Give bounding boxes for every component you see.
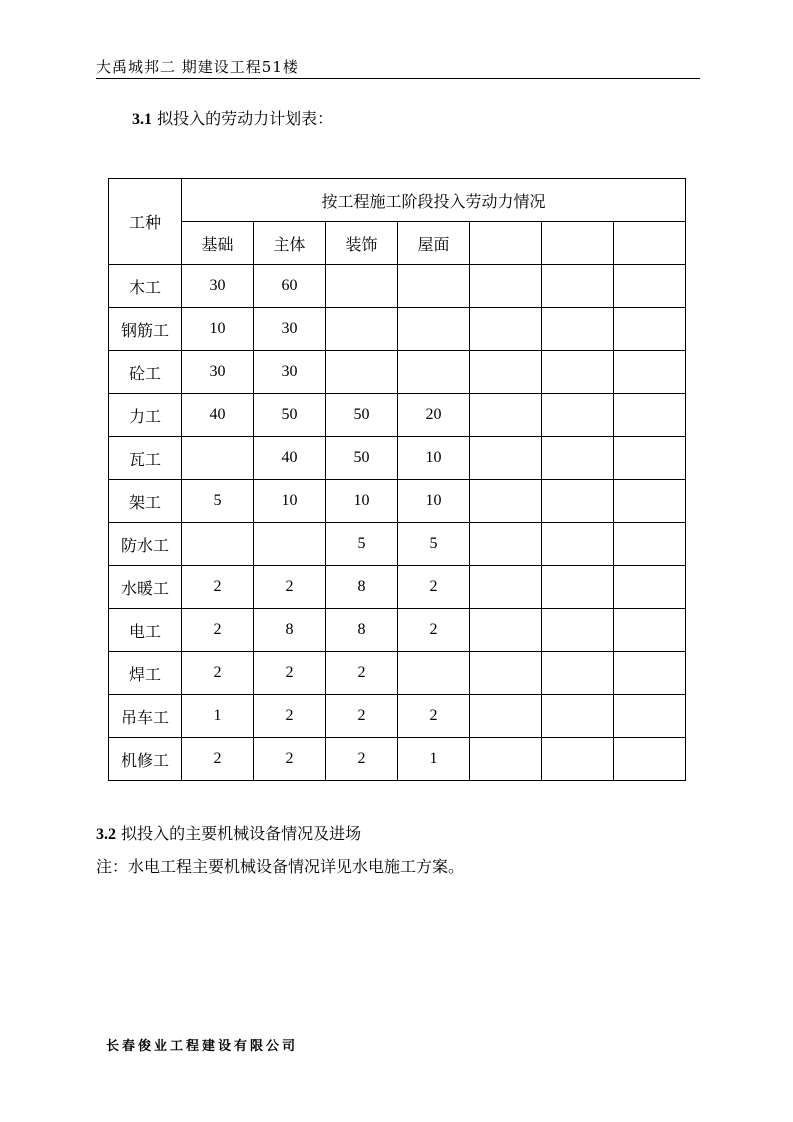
table-row: [109, 265, 686, 308]
value-cell: [470, 437, 542, 480]
trade-cell: 电工: [109, 609, 182, 652]
section-3-1-number: 3.1: [132, 111, 152, 128]
value-cell: [398, 652, 470, 695]
trade-cell: 瓦工: [109, 437, 182, 480]
value-cell: [614, 351, 686, 394]
table-row: [109, 609, 686, 652]
value-cell: 2: [182, 738, 254, 781]
value-cell: [542, 566, 614, 609]
value-cell: [470, 480, 542, 523]
value-cell: [470, 308, 542, 351]
value-cell: 2: [326, 738, 398, 781]
value-cell: 50: [326, 394, 398, 437]
trade-cell: 吊车工: [109, 695, 182, 738]
value-cell: [470, 566, 542, 609]
table-row: [109, 394, 686, 437]
trade-cell: 焊工: [109, 652, 182, 695]
value-cell: [614, 738, 686, 781]
value-cell: 5: [326, 523, 398, 566]
value-cell: [542, 738, 614, 781]
phase-header: 屋面: [398, 222, 470, 265]
value-cell: [614, 480, 686, 523]
value-cell: [542, 480, 614, 523]
trade-cell: 力工: [109, 394, 182, 437]
value-cell: [398, 265, 470, 308]
value-cell: 2: [398, 566, 470, 609]
table-row: [109, 480, 686, 523]
table-header-row: [109, 179, 686, 222]
section-3-1-heading: [132, 106, 333, 129]
value-cell: 30: [254, 351, 326, 394]
trade-cell: 防水工: [109, 523, 182, 566]
value-cell: 20: [398, 394, 470, 437]
value-cell: [398, 308, 470, 351]
phase-header: 主体: [254, 222, 326, 265]
value-cell: 2: [182, 652, 254, 695]
value-cell: 50: [326, 437, 398, 480]
value-cell: [470, 652, 542, 695]
value-cell: 2: [398, 609, 470, 652]
section-3-2-number: 3.2: [96, 826, 116, 843]
phase-header: 基础: [182, 222, 254, 265]
value-cell: 2: [326, 695, 398, 738]
value-cell: 40: [254, 437, 326, 480]
value-cell: 10: [254, 480, 326, 523]
value-cell: 1: [182, 695, 254, 738]
value-cell: [470, 351, 542, 394]
section-3-2-title: 拟投入的主要机械设备情况及进场: [121, 824, 362, 843]
value-cell: 2: [182, 566, 254, 609]
trade-cell: 架工: [109, 480, 182, 523]
value-cell: [542, 695, 614, 738]
phase-header: [542, 222, 614, 265]
table-row: [109, 308, 686, 351]
value-cell: [614, 523, 686, 566]
value-cell: [614, 609, 686, 652]
value-cell: [542, 265, 614, 308]
value-cell: [326, 308, 398, 351]
footer-company: 长春俊业工程建设有限公司: [106, 1039, 299, 1054]
value-cell: [254, 523, 326, 566]
value-cell: 10: [182, 308, 254, 351]
value-cell: [614, 265, 686, 308]
value-cell: [542, 351, 614, 394]
value-cell: 40: [182, 394, 254, 437]
labor-plan-table: [108, 178, 686, 781]
value-cell: [326, 351, 398, 394]
phase-group-header: 按工程施工阶段投入劳动力情况: [182, 179, 686, 222]
labor-table-body: [109, 265, 686, 781]
value-cell: 10: [326, 480, 398, 523]
value-cell: [542, 394, 614, 437]
value-cell: 2: [398, 695, 470, 738]
value-cell: 8: [326, 566, 398, 609]
value-cell: 60: [254, 265, 326, 308]
phase-header: [614, 222, 686, 265]
value-cell: [614, 394, 686, 437]
value-cell: 2: [254, 652, 326, 695]
table-row: [109, 738, 686, 781]
value-cell: [614, 566, 686, 609]
value-cell: 30: [254, 308, 326, 351]
value-cell: 1: [398, 738, 470, 781]
value-cell: [182, 437, 254, 480]
value-cell: [542, 308, 614, 351]
value-cell: [614, 437, 686, 480]
trade-cell: 木工: [109, 265, 182, 308]
phase-header-row: [109, 222, 686, 265]
value-cell: 2: [182, 609, 254, 652]
value-cell: [398, 351, 470, 394]
section-3-1-title: 拟投入的劳动力计划表：: [157, 109, 334, 128]
value-cell: [326, 265, 398, 308]
table-row: [109, 351, 686, 394]
value-cell: [614, 308, 686, 351]
phase-header: [470, 222, 542, 265]
value-cell: [614, 652, 686, 695]
trade-cell: 机修工: [109, 738, 182, 781]
value-cell: [614, 695, 686, 738]
value-cell: [542, 437, 614, 480]
table-row: [109, 566, 686, 609]
value-cell: [470, 523, 542, 566]
header-divider: [96, 78, 700, 79]
value-cell: 2: [254, 695, 326, 738]
value-cell: [182, 523, 254, 566]
value-cell: 5: [398, 523, 470, 566]
trade-cell: 钢筋工: [109, 308, 182, 351]
value-cell: [470, 394, 542, 437]
value-cell: [470, 609, 542, 652]
phase-header: 装饰: [326, 222, 398, 265]
value-cell: 2: [326, 652, 398, 695]
value-cell: [542, 523, 614, 566]
value-cell: 2: [254, 738, 326, 781]
section-3-2-heading: [96, 821, 361, 844]
value-cell: 50: [254, 394, 326, 437]
value-cell: 10: [398, 437, 470, 480]
value-cell: [470, 265, 542, 308]
trade-column-header: 工种: [109, 179, 182, 265]
table-row: [109, 652, 686, 695]
value-cell: [470, 695, 542, 738]
value-cell: [542, 609, 614, 652]
table-row: [109, 523, 686, 566]
value-cell: 10: [398, 480, 470, 523]
value-cell: 30: [182, 265, 254, 308]
trade-cell: 水暖工: [109, 566, 182, 609]
value-cell: [542, 652, 614, 695]
note-text: 注：水电工程主要机械设备情况详见水电施工方案。: [96, 857, 465, 876]
trade-cell: 砼工: [109, 351, 182, 394]
value-cell: 8: [326, 609, 398, 652]
page-header-title: 大禹城邦二 期建设工程51楼: [96, 58, 299, 76]
table-row: [109, 695, 686, 738]
value-cell: 8: [254, 609, 326, 652]
value-cell: [470, 738, 542, 781]
value-cell: 2: [254, 566, 326, 609]
value-cell: 5: [182, 480, 254, 523]
table-row: [109, 437, 686, 480]
value-cell: 30: [182, 351, 254, 394]
